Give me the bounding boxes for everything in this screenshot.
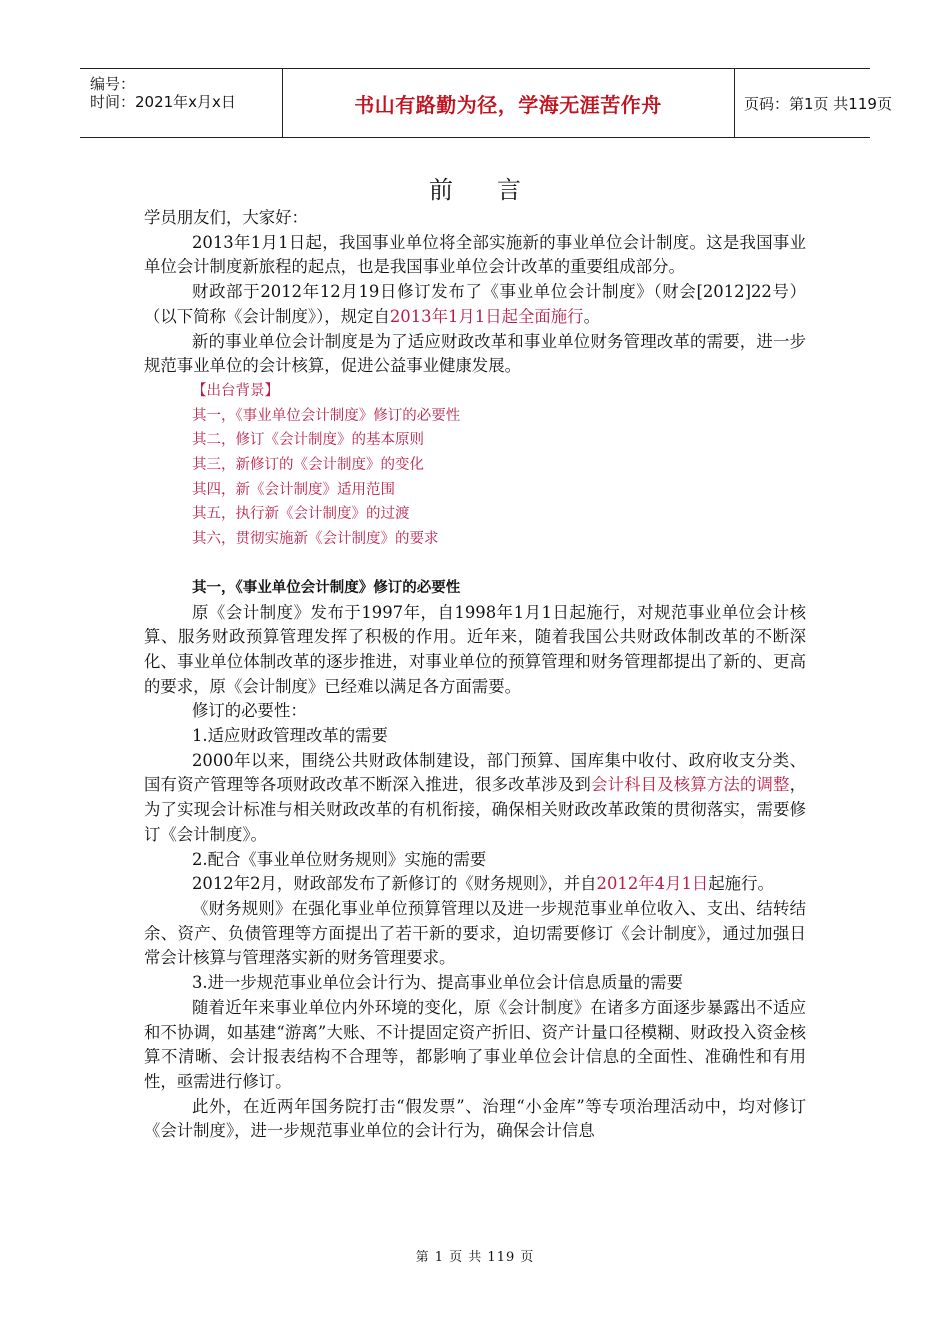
header-meta xyxy=(80,69,283,137)
page-header xyxy=(80,68,892,138)
document-body xyxy=(144,206,806,1144)
paragraph: 此外，在近两年国务院打击“假发票”、治理“小金库”等专项治理活动中，均对修订《会计制度》，进一步规范事业单位的会计行为，确保会计信息 xyxy=(144,1096,806,1141)
section-heading: 其一，《事业单位会计制度》修订的必要性 xyxy=(192,579,461,596)
highlight-text: 会计科目及核算方法的调整 xyxy=(590,775,790,795)
header-page-info: 页码：第1页 共119页 xyxy=(744,94,892,113)
highlight-text: 2012年4月1日 xyxy=(596,874,709,894)
header-motto: 书山有路勤为径，学海无涯苦作舟 xyxy=(354,92,662,117)
paragraph xyxy=(144,749,806,848)
paragraph: 3.进一步规范事业单位会计行为、提高事业单位会计信息质量的需要 xyxy=(192,973,683,993)
spacer xyxy=(144,552,806,576)
header-motto-cell xyxy=(282,69,735,137)
paragraph-text: 2000年以来，围绕公共财政体制建设，部门预算、国库集中收付、政府收支分类、国有资产管理等各项财政改革不断深入推进，很多改革涉及到 xyxy=(144,750,806,795)
paragraph-text: 起施行。 xyxy=(708,874,774,894)
toc-item: 其一，《事业单位会计制度》修订的必要性 xyxy=(192,407,461,424)
doc-time-label: 时间：2021年x月x日 xyxy=(90,93,236,111)
header-page-cell xyxy=(734,69,892,137)
paragraph: 2.配合《事业单位财务规则》实施的需要 xyxy=(192,849,487,869)
page-footer: 第 1 页 共 119 页 xyxy=(415,1250,535,1265)
toc-item: 其五，执行新《会计制度》的过渡 xyxy=(192,506,410,523)
paragraph-text: 。 xyxy=(583,306,600,326)
background-heading: 【出台背景】 xyxy=(192,382,279,399)
paragraph-text: 2012年2月，财政部发布了新修订的《财务规则》，并自 xyxy=(192,874,597,894)
paragraph xyxy=(144,872,806,897)
paragraph: 1.适应财政管理改革的需要 xyxy=(192,726,388,746)
paragraph: 新的事业单位会计制度是为了适应财政改革和事业单位财务管理改革的需要，进一步规范事业单位的会计核算，促进公益事业健康发展。 xyxy=(144,331,806,376)
toc-item: 其六，贯彻实施新《会计制度》的要求 xyxy=(192,531,439,548)
toc-item: 其二，修订《会计制度》的基本原则 xyxy=(192,432,424,449)
paragraph: 原《会计制度》发布于1997年，自1998年1月1日起施行，对规范事业单位会计核算、服务财政预算管理发挥了积极的作用。近年来，随着我国公共财政体制改革的不断深化、事业单位体制改革的逐步推进，对事业单位的预算管理和财务管理都提出了新的、更高的要求，原《会计制度》已经难以满足各方面需要。 xyxy=(144,602,806,696)
paragraph-text: ，为了实现会计标准与相关财政改革的有机衔接，确保相关财政改革政策的贯彻落实，需要修订《会计制度》。 xyxy=(144,775,807,844)
toc-item: 其四，新《会计制度》适用范围 xyxy=(192,481,395,498)
paragraph: 2013年1月1日起，我国事业单位将全部实施新的事业单位会计制度。这是我国事业单位会计制度新旅程的起点，也是我国事业单位会计改革的重要组成部分。 xyxy=(144,232,806,277)
paragraph: 修订的必要性： xyxy=(192,701,307,721)
paragraph: 随着近年来事业单位内外环境的变化，原《会计制度》在诸多方面逐步暴露出不适应和不协调，如基建“游离”大账、不计提固定资产折旧、资产计量口径模糊、财政投入资金核算不清晰、会计报表结构不合理等，都影响了事业单位会计信息的全面性、准确性和有用性，亟需进行修订。 xyxy=(144,997,806,1091)
doc-number-label: 编号： xyxy=(90,75,136,93)
page-title: 前言 xyxy=(429,176,565,204)
paragraph: 《财务规则》在强化事业单位预算管理以及进一步规范事业单位收入、支出、结转结余、资产、负债管理等方面提出了若干新的要求，迫切需要修订《会计制度》，通过加强日常会计核算与管理落实新的财务管理要求。 xyxy=(144,898,806,968)
greeting: 学员朋友们，大家好： xyxy=(144,208,308,227)
highlight-text: 2013年1月1日起全面施行 xyxy=(389,306,584,326)
paragraph xyxy=(144,280,806,329)
paragraph-text: 财政部于2012年12月19日修订发布了《事业单位会计制度》（财会[2012]22号）（以下简称《会计制度》），规定自 xyxy=(144,282,806,326)
toc-item: 其三，新修订的《会计制度》的变化 xyxy=(192,457,424,474)
